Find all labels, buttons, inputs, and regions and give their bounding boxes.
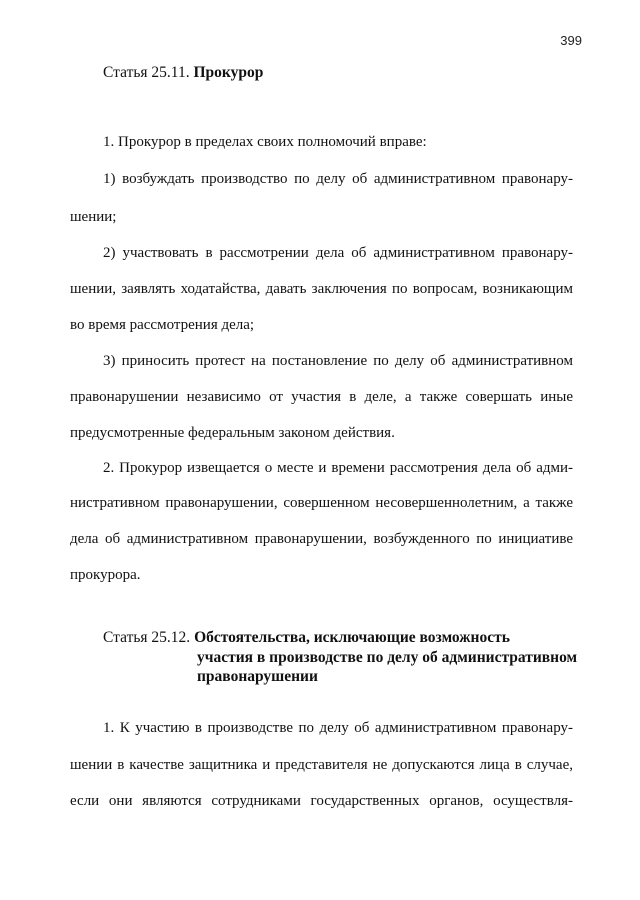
article-25-11-line-2: 1) возбуждать производство по делу об административном правонару- [103,171,573,187]
article-25-11-prefix: Статья 25.11. [103,64,194,81]
article-25-11-line-1: 1. Прокурор в пределах своих полномочий вправе: [103,134,427,150]
article-25-12-title-line-2: участия в производстве по делу об административном [197,649,578,666]
article-25-12-title-line-1: Обстоятельства, исключающие возможность [194,629,510,646]
article-25-11-line-4: 2) участвовать в рассмотрении дела об административном правонару- [103,245,573,261]
page-number: 399 [560,33,582,48]
article-25-11-line-8: правонарушении независимо от участия в деле, а также совершать иные [70,389,573,405]
article-25-12-prefix: Статья 25.12. [103,629,195,646]
article-25-11-line-5: шении, заявлять ходатайства, давать заключения по вопросам, возникающим [70,281,573,297]
article-25-11-line-6: во время рассмотрения дела; [70,317,255,333]
article-25-12-line-1: 1. К участию в производстве по делу об административном правонару- [103,720,573,736]
article-25-11-title: Прокурор [193,64,264,81]
article-25-11-line-3: шении; [70,209,117,225]
article-25-12-title-line-3: правонарушении [197,668,318,685]
article-25-11-line-10: 2. Прокурор извещается о месте и времени рассмотрения дела об адми- [103,460,573,476]
article-25-12-heading [103,629,510,647]
article-25-11-line-12: дела об административном правонарушении, возбужденного по инициативе [70,531,573,547]
article-25-11-line-13: прокурора. [70,567,141,583]
article-25-11-line-9: предусмотренные федеральным законом действия. [70,425,395,441]
article-25-11-line-11: нистративном правонарушении, совершенном несовершеннолетним, а также [70,495,573,511]
article-25-11-heading [103,64,263,82]
article-25-12-line-3: если они являются сотрудниками государственных органов, осуществля- [70,793,573,809]
article-25-11-line-7: 3) приносить протест на постановление по делу об административном [103,353,573,369]
article-25-12-line-2: шении в качестве защитника и представителя не допускаются лица в случае, [70,757,573,773]
